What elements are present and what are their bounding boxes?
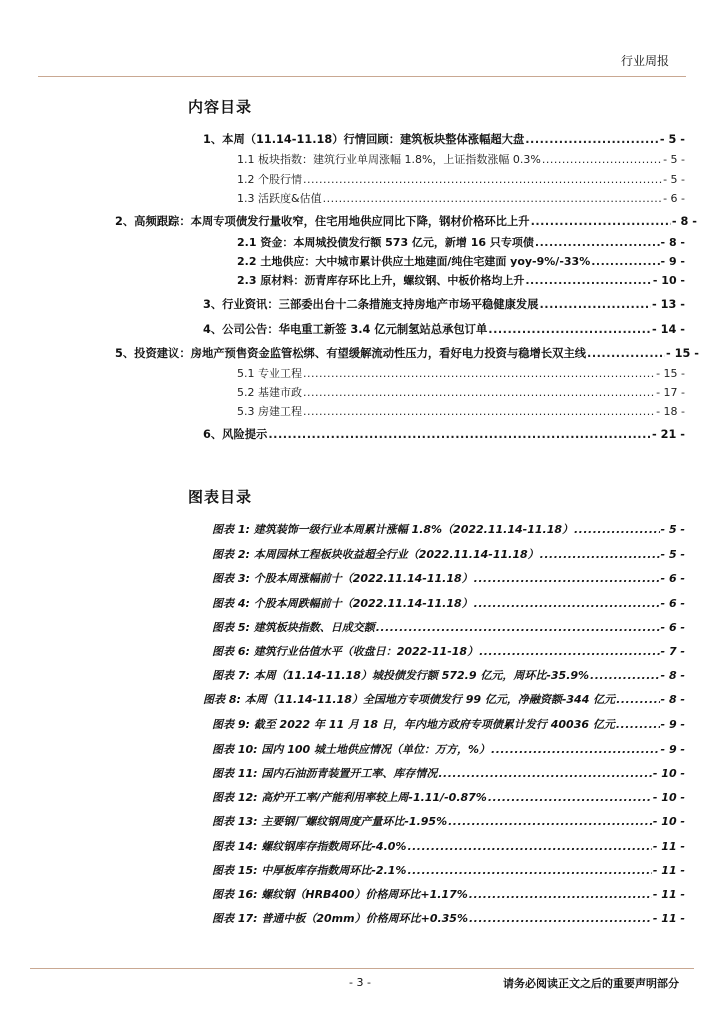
figure-entry[interactable]: 图表 9: 截至 2022 年 11 月 18 日，年内地方政府专项债累计发行 40036 亿元 ..... - 9 -	[212, 716, 685, 732]
figure-entry[interactable]: 图表 11: 国内石油沥青装置开工率、库存情况 ..... - 10 -	[212, 765, 685, 781]
figure-entry[interactable]: 图表 15: 中厚板库存指数周环比-2.1% ..... - 11 -	[212, 862, 685, 878]
figure-entry[interactable]: 图表 4: 个股本周跌幅前十（2022.11.14-11.18） ..... - 6 -	[212, 595, 685, 611]
figure-entry[interactable]: 图表 1: 建筑装饰一级行业本周累计涨幅 1.8%（2022.11.14-11.18） ..... - 5 -	[212, 521, 685, 537]
toc-entry[interactable]: 1、本周（11.14-11.18）行情回顾：建筑板块整体涨幅超大盘 ..... - 5 -	[203, 131, 685, 147]
toc-entry[interactable]: 1.2 个股行情 ..... - 5 -	[237, 171, 685, 187]
toc-entry[interactable]: 5.1 专业工程 ..... - 15 -	[237, 365, 685, 381]
toc-entry[interactable]: 4、公司公告：华电重工新签 3.4 亿元制氢站总承包订单 ..... - 14 -	[203, 321, 685, 337]
figure-entry[interactable]: 图表 6: 建筑行业估值水平（收盘日：2022-11-18） ..... - 7 -	[212, 643, 685, 659]
toc-title: 内容目录	[188, 98, 253, 116]
footer-divider	[30, 968, 694, 969]
toc-entry[interactable]: 3、行业资讯：三部委出台十二条措施支持房地产市场平稳健康发展 ..... - 13 -	[203, 296, 685, 312]
figure-entry[interactable]: 图表 5: 建筑板块指数、日成交额 ..... - 6 -	[212, 619, 685, 635]
toc-entry[interactable]: 2.2 土地供应：大中城市累计供应土地建面/纯住宅建面 yoy-9%/-33% ..... - 9 -	[237, 253, 685, 269]
header-divider	[38, 76, 686, 77]
figure-entry[interactable]: 图表 14: 螺纹钢库存指数周环比-4.0% ..... - 11 -	[212, 838, 685, 854]
toc-entry[interactable]: 2、高频跟踪：本周专项债发行量收窄，住宅用地供应同比下降，钢材价格环比上升 ..... - 8 -	[115, 213, 697, 229]
toc-entry[interactable]: 5.2 基建市政 ..... - 17 -	[237, 384, 685, 400]
figure-entry[interactable]: 图表 13: 主要钢厂螺纹钢周度产量环比-1.95% ..... - 10 -	[212, 813, 685, 829]
figure-entry[interactable]: 图表 16: 螺纹钢（HRB400）价格周环比+1.17% ..... - 11 -	[212, 886, 685, 902]
toc-entry[interactable]: 6、风险提示 ..... - 21 -	[203, 426, 685, 442]
disclaimer-note: 请务必阅读正文之后的重要声明部分	[503, 977, 679, 990]
toc-entry[interactable]: 1.3 活跃度&估值 ..... - 6 -	[237, 190, 685, 206]
figure-entry[interactable]: 图表 2: 本周园林工程板块收益超全行业（2022.11.14-11.18） ..... - 5 -	[212, 546, 685, 562]
toc-entry[interactable]: 2.1 资金：本周城投债发行额 573 亿元，新增 16 只专项债 ..... - 8 -	[237, 234, 685, 250]
report-type-label: 行业周报	[620, 54, 669, 68]
figure-entry[interactable]: 图表 12: 高炉开工率/产能利用率较上周-1.11/-0.87% ..... - 10 -	[212, 789, 685, 805]
figure-entry[interactable]: 图表 10: 国内 100 城土地供应情况（单位：万方，%） ..... - 9 -	[212, 741, 685, 757]
figure-entry[interactable]: 图表 17: 普通中板（20mm）价格周环比+0.35% ..... - 11 -	[212, 910, 685, 926]
toc-entry[interactable]: 2.3 原材料：沥青库存环比上升，螺纹钢、中板价格均上升 ..... - 10 -	[237, 272, 685, 288]
figure-entry[interactable]: 图表 7: 本周（11.14-11.18）城投债发行额 572.9 亿元，周环比-35.9% ..... - 8 -	[212, 667, 685, 683]
toc-entry[interactable]: 5.3 房建工程 ..... - 18 -	[237, 403, 685, 419]
figure-list-title: 图表目录	[188, 488, 253, 506]
toc-entry[interactable]: 1.1 板块指数：建筑行业单周涨幅 1.8%，上证指数涨幅 0.3% ..... - 5 -	[237, 151, 685, 167]
toc-entry[interactable]: 5、投资建议：房地产预售资金监管松绑、有望缓解流动性压力，看好电力投资与稳增长双主线 ..... - 15 -	[115, 345, 699, 361]
figure-entry[interactable]: 图表 8: 本周（11.14-11.18）全国地方专项债发行 99 亿元，净融资额-344 亿元 ..... - 8 -	[203, 691, 685, 707]
page-number: - 3 -	[349, 976, 371, 989]
figure-entry[interactable]: 图表 3: 个股本周涨幅前十（2022.11.14-11.18） ..... - 6 -	[212, 570, 685, 586]
